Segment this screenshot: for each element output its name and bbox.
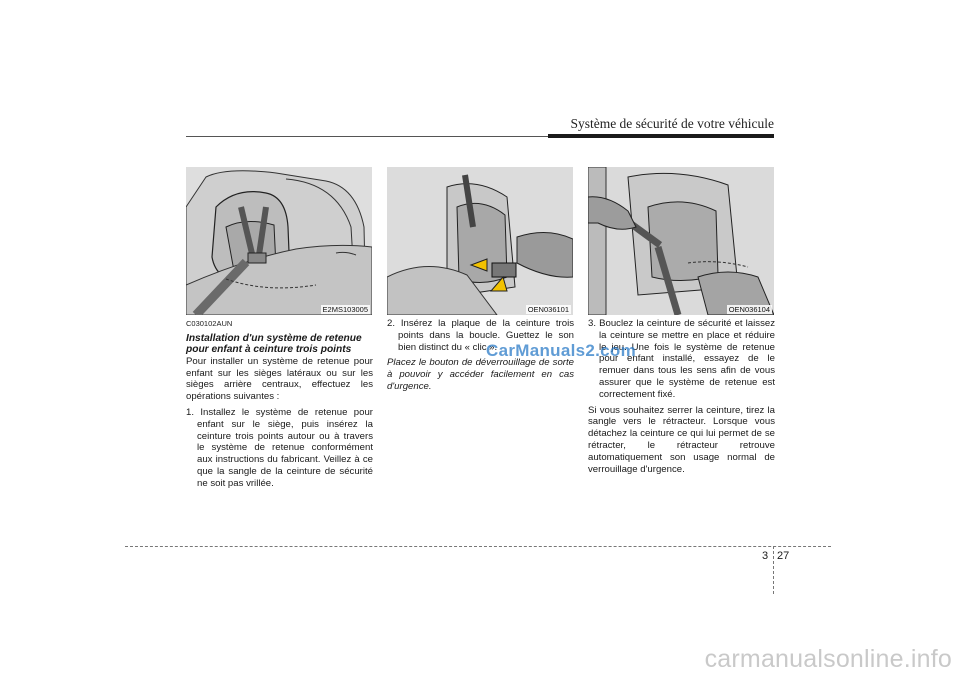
footer-rule bbox=[125, 546, 831, 547]
tighten-illustration bbox=[588, 167, 774, 315]
footer-divider bbox=[773, 546, 774, 594]
tighten-paragraph: Si vous souhaitez serrer la ceinture, tirez la sangle vers le rétracteur. Lorsque vous détachez la ceinture ce qui lui permet de se rétracter, le rétracteur retrouve automatiquement son usage normal de verrouillage d'urgence. bbox=[588, 404, 775, 475]
figure-buckle-insert bbox=[387, 167, 573, 315]
figure-child-seat-rear bbox=[186, 167, 372, 315]
chapter-number: 3 bbox=[762, 550, 769, 562]
step-2: 2. Insérez la plaque de la ceinture trois points dans la boucle. Guettez le son bien distinct du « clic ». bbox=[387, 318, 574, 353]
figure-code: OEN036104 bbox=[728, 305, 770, 314]
page-number: 27 bbox=[777, 550, 790, 562]
figure-tighten-belt bbox=[588, 167, 774, 315]
header-rule-accent bbox=[548, 134, 774, 138]
section-title: Installation d'un système de retenue pour enfant à ceinture trois points bbox=[186, 332, 362, 356]
figure-code: E2MS103005 bbox=[322, 305, 368, 314]
caution-note: Placez le bouton de déverrouillage de sorte à pouvoir y accéder facilement en cas d'urgence. bbox=[387, 357, 574, 392]
child-seat-illustration bbox=[186, 167, 372, 315]
watermark-logo: CarManuals2.com bbox=[486, 341, 636, 360]
site-watermark: carmanualsonline.info bbox=[704, 645, 952, 673]
step-3: 3. Bouclez la ceinture de sécurité et laissez la ceinture se mettre en place et réduire le jeu. Une fois le système de retenue pour enfant installé, essayez de le remuer dans tous les sens afin de vous assurer que le système de retenue est correctement fixé. bbox=[588, 318, 775, 400]
buckle-illustration bbox=[387, 167, 573, 315]
step-1: 1. Installez le système de retenue pour enfant sur le siège, puis insérez la ceinture trois points autour ou à travers le système de retenue conformément aux instructions du fabricant. Veillez à ce que la sangle de la ceinture de sécurité ne soit pas vrillée. bbox=[186, 406, 373, 489]
intro-paragraph: Pour installer un système de retenue pour enfant sur les sièges latéraux ou sur les sièges arrière centraux, effectuez les opérations suivantes : bbox=[186, 355, 373, 403]
section-code: C030102AUN bbox=[186, 319, 233, 328]
column-1 bbox=[186, 318, 373, 490]
page-header-title: Système de sécurité de votre véhicule bbox=[570, 116, 774, 131]
figure-code: OEN036101 bbox=[527, 305, 569, 314]
